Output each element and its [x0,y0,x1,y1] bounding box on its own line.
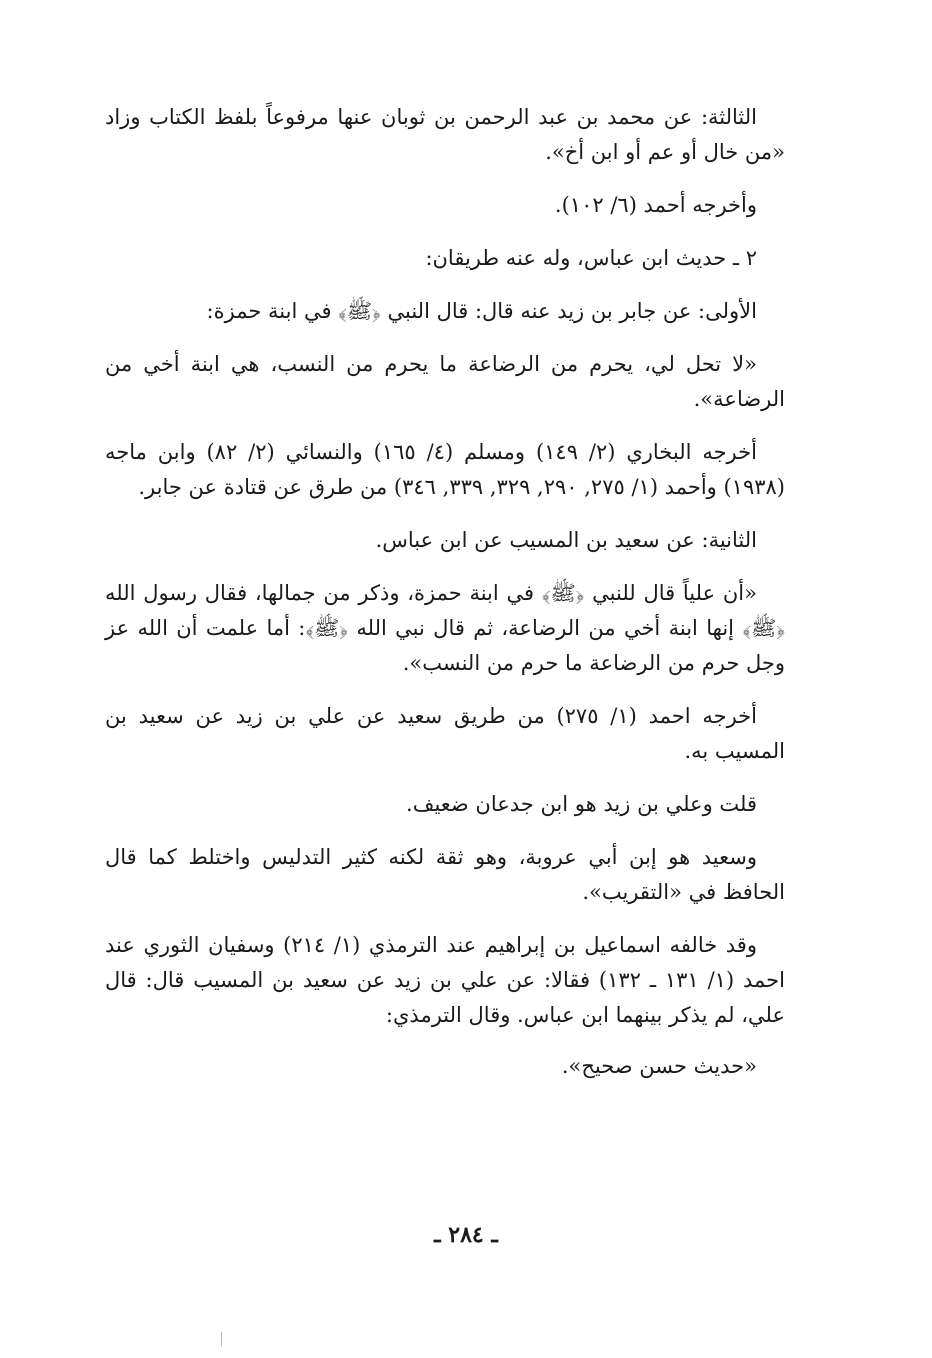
paragraph-ahmad-citation: وأخرجه أحمد (٦/ ١٠٢). [554,193,757,217]
paragraph-bukhari-citation: أخرجه البخاري (٢/ ١٤٩) ومسلم (٤/ ١٦٥) والنسائي (٢/ ٨٢) وابن ماجه (١٩٣٨) وأحمد (١/ ٢٧٥, ٢٩٠, ٣٢٩, ٣٣٩, ٣٤٦) من طرق عن قتادة عن جابر. [105,440,785,499]
paragraph-first-route: الأولى: عن جابر بن زيد عنه قال: قال النبي ﴿ﷺ﴾ في ابنة حمزة: [206,299,757,323]
page-body [105,100,785,1102]
paragraph-hadith-text: «لا تحل لي، يحرم من الرضاعة ما يحرم من النسب، هي ابنة أخي من الرضاعة». [105,352,785,411]
paragraph-third-route: الثالثة: عن محمد بن عبد الرحمن بن ثوبان عنها مرفوعاً بلفظ الكتاب وزاد «من خال أو عم أو ابن أخ». [105,105,785,164]
paragraph-second-route: الثانية: عن سعيد بن المسيب عن ابن عباس. [375,528,757,552]
paragraph-tirmidhi-note: وقد خالفه اسماعيل بن إبراهيم عند الترمذي (١/ ٢١٤) وسفيان الثوري عند احمد (١/ ١٣١ ـ ١٣٢) فقالا: عن علي بن زيد عن سعيد بن المسيب قال: قال علي، لم يذكر بينهما ابن عباس. وقال الترمذي: [105,933,785,1027]
paragraph-ali-hadith: «أن علياً قال للنبي ﴿ﷺ﴾ في ابنة حمزة، وذكر من جمالها، فقال رسول الله ﴿ﷺ﴾ إنها ابنة أخي من الرضاعة، ثم قال نبي الله ﴿ﷺ﴾: أما علمت أن الله عز وجل حرم من الرضاعة ما حرم من النسب». [105,581,785,675]
page-number: ـ ٢٨٤ ـ [434,1222,498,1248]
paragraph-tirmidhi-grade: «حديث حسن صحيح». [561,1054,757,1078]
paragraph-said-note: وسعيد هو إبن أبي عروبة، وهو ثقة لكنه كثير التدليس واختلط كما قال الحافظ في «التقريب». [105,845,785,904]
paragraph-ahmad-275: أخرجه احمد (١/ ٢٧٥) من طريق سعيد عن علي بن زيد عن سعيد بن المسيب به. [105,704,785,763]
paragraph-ibn-abbas-heading: ٢ ـ حديث ابن عباس، وله عنه طريقان: [425,246,757,270]
scan-mark [221,1332,222,1346]
paragraph-ali-ibn-zayd-note: قلت وعلي بن زيد هو ابن جدعان ضعيف. [406,792,757,816]
